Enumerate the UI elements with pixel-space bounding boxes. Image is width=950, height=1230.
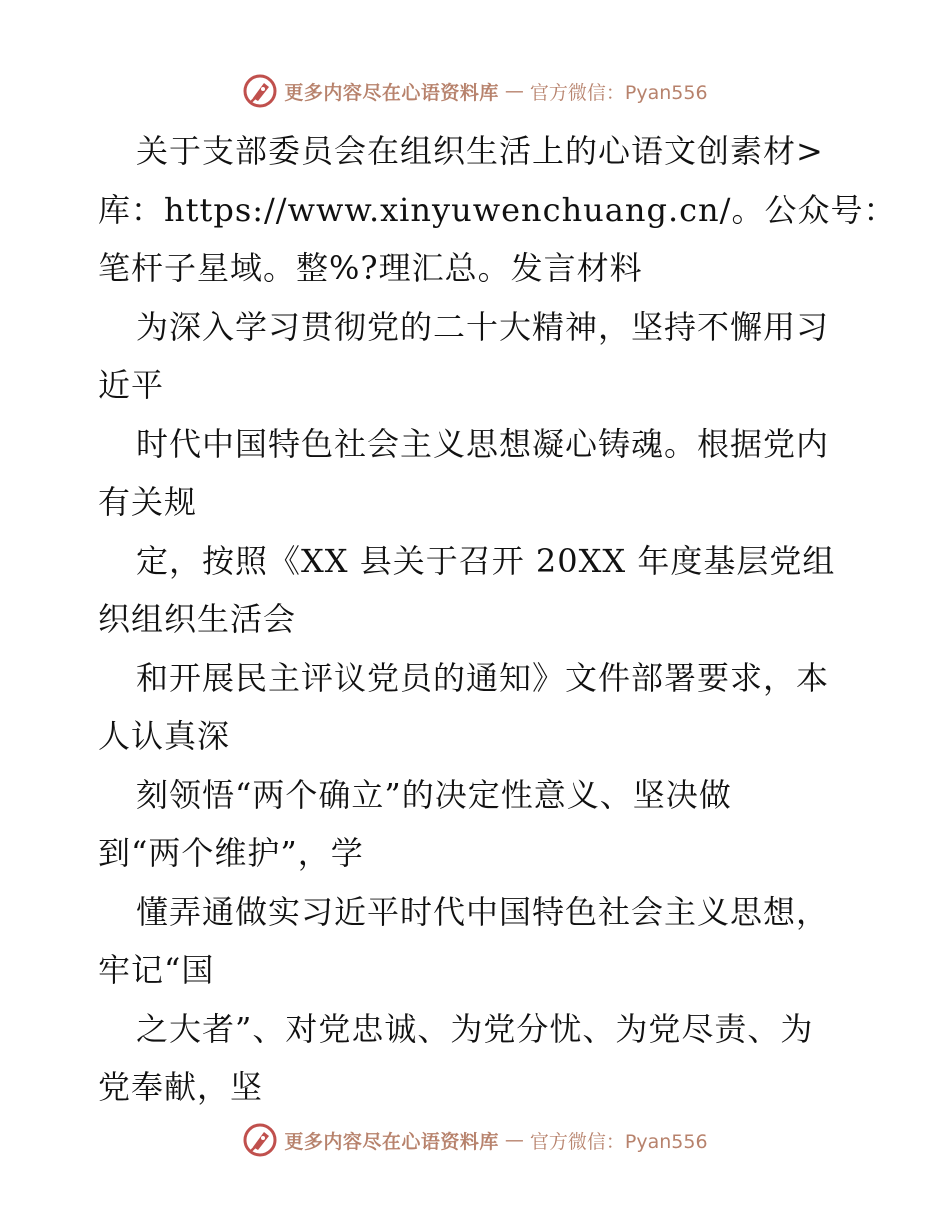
text-line: 笔杆子星域。整%?理汇总。发言材料 (98, 249, 643, 287)
footer-banner (0, 1120, 950, 1160)
banner-wechat-text: 官方微信：Pyan556 (529, 81, 708, 104)
banner-wechat-text: 官方微信：Pyan556 (529, 1130, 708, 1153)
text-line: 关于支部委员会在组织生活上的心语文创素材> (136, 132, 824, 170)
text-line: 为深入学习贯彻党的二十大精神，坚持不懈用习 (136, 307, 830, 346)
text-line: 牢记“国 (98, 951, 215, 989)
text-line: 党奉献，坚 (98, 1068, 264, 1106)
text-line: 懂弄通做实习近平时代中国特色社会主义思想， (136, 892, 830, 931)
text-line: 定，按照《XX 县关于召开 20XX 年度基层党组 (136, 541, 836, 580)
banner-dash: — (504, 1129, 524, 1151)
text-line: 有关规 (98, 483, 198, 521)
text-line: 时代中国特色社会主义思想凝心铸魂。根据党内 (136, 424, 830, 463)
text-line: 和开展民主评议党员的通知》文件部署要求，本 (136, 658, 830, 697)
text-line: 人认真深 (98, 717, 231, 755)
text-line: 到“两个维护”，学 (98, 834, 364, 872)
text-line: 刻领悟“两个确立”的决定性意义、坚决做 (136, 775, 732, 814)
text-line: 库：https://www.xinyuwenchuang.cn/。公众号： (98, 190, 897, 229)
text-line: 之大者”、对党忠诚、为党分忧、为党尽责、为 (136, 1009, 814, 1048)
header-banner (0, 71, 950, 111)
pen-nib-logo-icon (242, 1122, 278, 1158)
banner-dash: — (504, 80, 524, 102)
document-body (98, 122, 897, 1117)
pen-nib-logo-icon (242, 73, 278, 109)
banner-brand-text: 更多内容尽在心语资料库 (284, 1130, 499, 1153)
text-line: 织组织生活会 (98, 600, 297, 638)
banner-brand-text: 更多内容尽在心语资料库 (284, 81, 499, 104)
text-line: 近平 (98, 366, 165, 404)
